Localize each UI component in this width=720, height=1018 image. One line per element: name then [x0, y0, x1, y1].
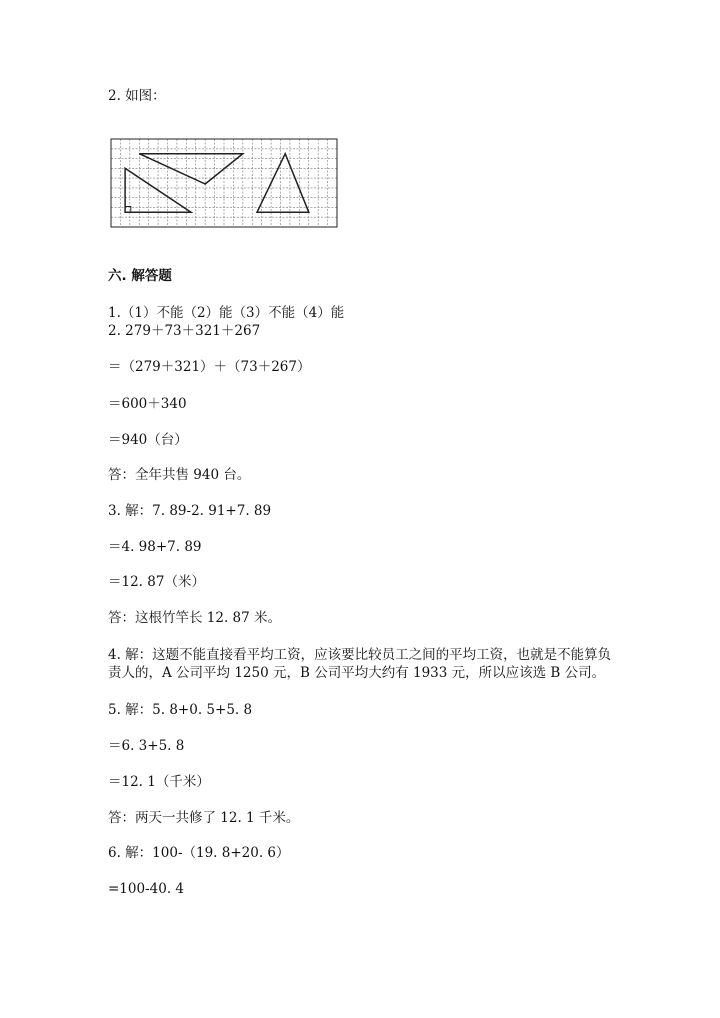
answer-5-line-3: ＝12. 1（千米）	[108, 774, 210, 790]
answer-2-line-4: ＝940（台）	[108, 432, 188, 448]
answer-6-line-2: =100-40. 4	[108, 881, 184, 897]
answer-5-line-2: ＝6. 3+5. 8	[108, 738, 185, 754]
answer-5-line-1: 5. 解：5. 8+0. 5+5. 8	[108, 702, 253, 718]
answer-4: 4. 解：这题不能直接看平均工资，应该要比较员工之间的平均工资，也就是不能算负责人的，A 公司平均 1250 元，B 公司平均大约有 1933 元，所以应该选 B 公司。	[108, 647, 612, 681]
grid-figure-svg	[110, 138, 338, 228]
grid-figure	[110, 138, 338, 232]
answer-3-line-3: ＝12. 87（米）	[108, 574, 205, 590]
answer-1: 1.（1）不能（2）能（3）不能（4）能	[108, 305, 345, 321]
inverted-triangle-shape	[139, 154, 243, 184]
answer-3-line-1: 3. 解：7. 89-2. 91+7. 89	[108, 503, 272, 519]
answer-2-line-2: ＝（279＋321）＋（73＋267）	[108, 359, 311, 375]
answer-5-conclusion: 答：两天一共修了 12. 1 千米。	[108, 810, 300, 826]
answer-2-line-3: ＝600＋340	[108, 396, 187, 412]
answer-3-line-2: ＝4. 98+7. 89	[108, 539, 202, 555]
answer-2-conclusion: 答：全年共售 940 台。	[108, 467, 251, 483]
previous-item-label: 2. 如图：	[108, 88, 166, 104]
isosceles-triangle-shape	[257, 154, 309, 213]
answer-6-line-1: 6. 解：100-（19. 8+20. 6）	[108, 845, 290, 861]
section-title: 六. 解答题	[108, 268, 172, 284]
answer-2-line-1: 2. 279＋73＋321＋267	[108, 323, 261, 339]
answer-3-conclusion: 答：这根竹竿长 12. 87 米。	[108, 610, 282, 626]
